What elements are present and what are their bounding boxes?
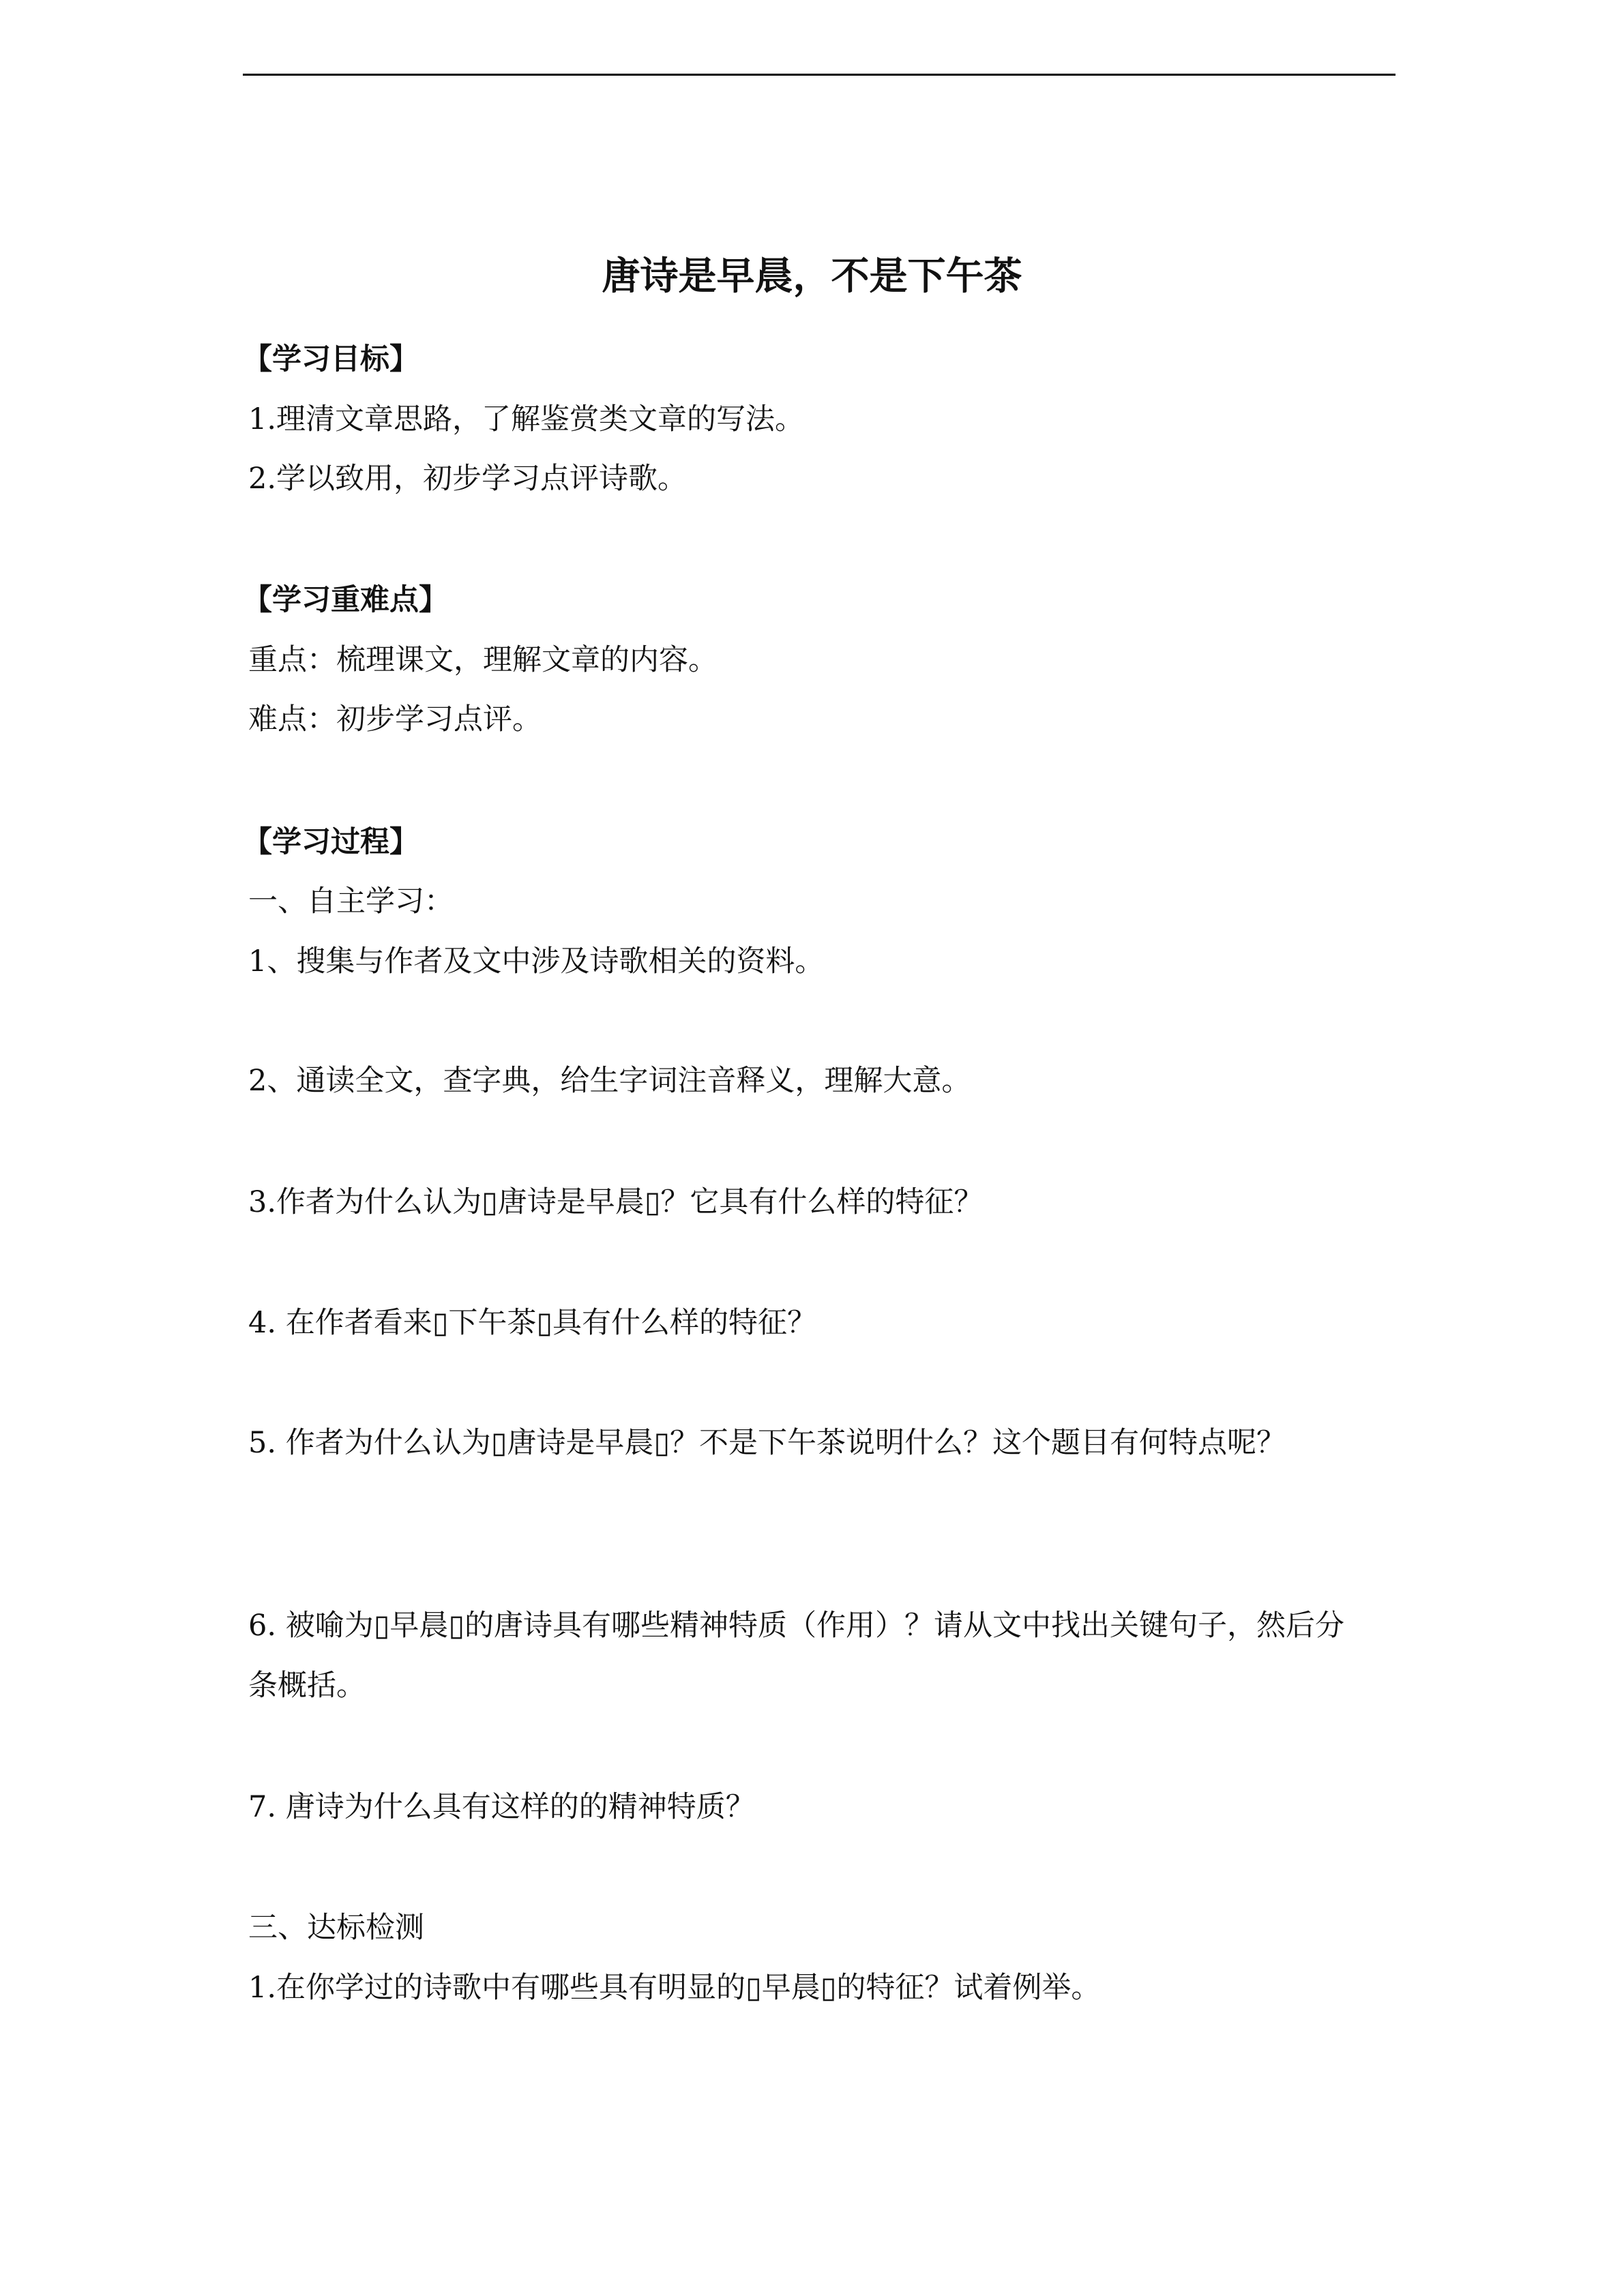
process-item-2: 2、通读全文，查字典，给生字词注音释义，理解大意。 bbox=[248, 1064, 971, 1098]
process-heading: 【学习过程】 bbox=[243, 825, 419, 859]
header-rule bbox=[243, 74, 1396, 76]
process-subheading: 一、自主学习： bbox=[248, 884, 454, 919]
objective-item-2: 2.学以致用，初步学习点评诗歌。 bbox=[248, 462, 688, 496]
process-item-4: 4. 在作者看来▯下午茶▯具有什么样的特征？ bbox=[248, 1306, 817, 1340]
page-title: 唐诗是早晨，不是下午茶 bbox=[602, 254, 1022, 299]
process-item-7: 7. 唐诗为什么具有这样的的精神特质？ bbox=[248, 1790, 755, 1824]
assessment-item-1: 1.在你学过的诗歌中有哪些具有明显的▯早晨▯的特征？试着例举。 bbox=[248, 1971, 1101, 2005]
process-item-3: 3.作者为什么认为▯唐诗是早晨▯？它具有什么样的特征？ bbox=[248, 1185, 984, 1219]
objective-item-1: 1.理清文章思路，了解鉴赏类文章的写法。 bbox=[248, 402, 805, 436]
objectives-heading: 【学习目标】 bbox=[243, 342, 419, 376]
key-point-item-1: 重点：梳理课文，理解文章的内容。 bbox=[248, 643, 718, 677]
key-points-heading: 【学习重难点】 bbox=[243, 583, 448, 617]
assessment-heading: 三、达标检测 bbox=[248, 1911, 424, 1945]
process-item-6: 6. 被喻为▯早晨▯的唐诗具有哪些精神特质（作用）？请从文中找出关键句子，然后分条概括。 bbox=[248, 1609, 1345, 1703]
process-item-1: 1、搜集与作者及文中涉及诗歌相关的资料。 bbox=[248, 944, 825, 979]
key-point-item-2: 难点：初步学习点评。 bbox=[248, 702, 542, 736]
process-item-5: 5. 作者为什么认为▯唐诗是早晨▯？不是下午茶说明什么？这个题目有何特点呢？ bbox=[248, 1426, 1286, 1460]
